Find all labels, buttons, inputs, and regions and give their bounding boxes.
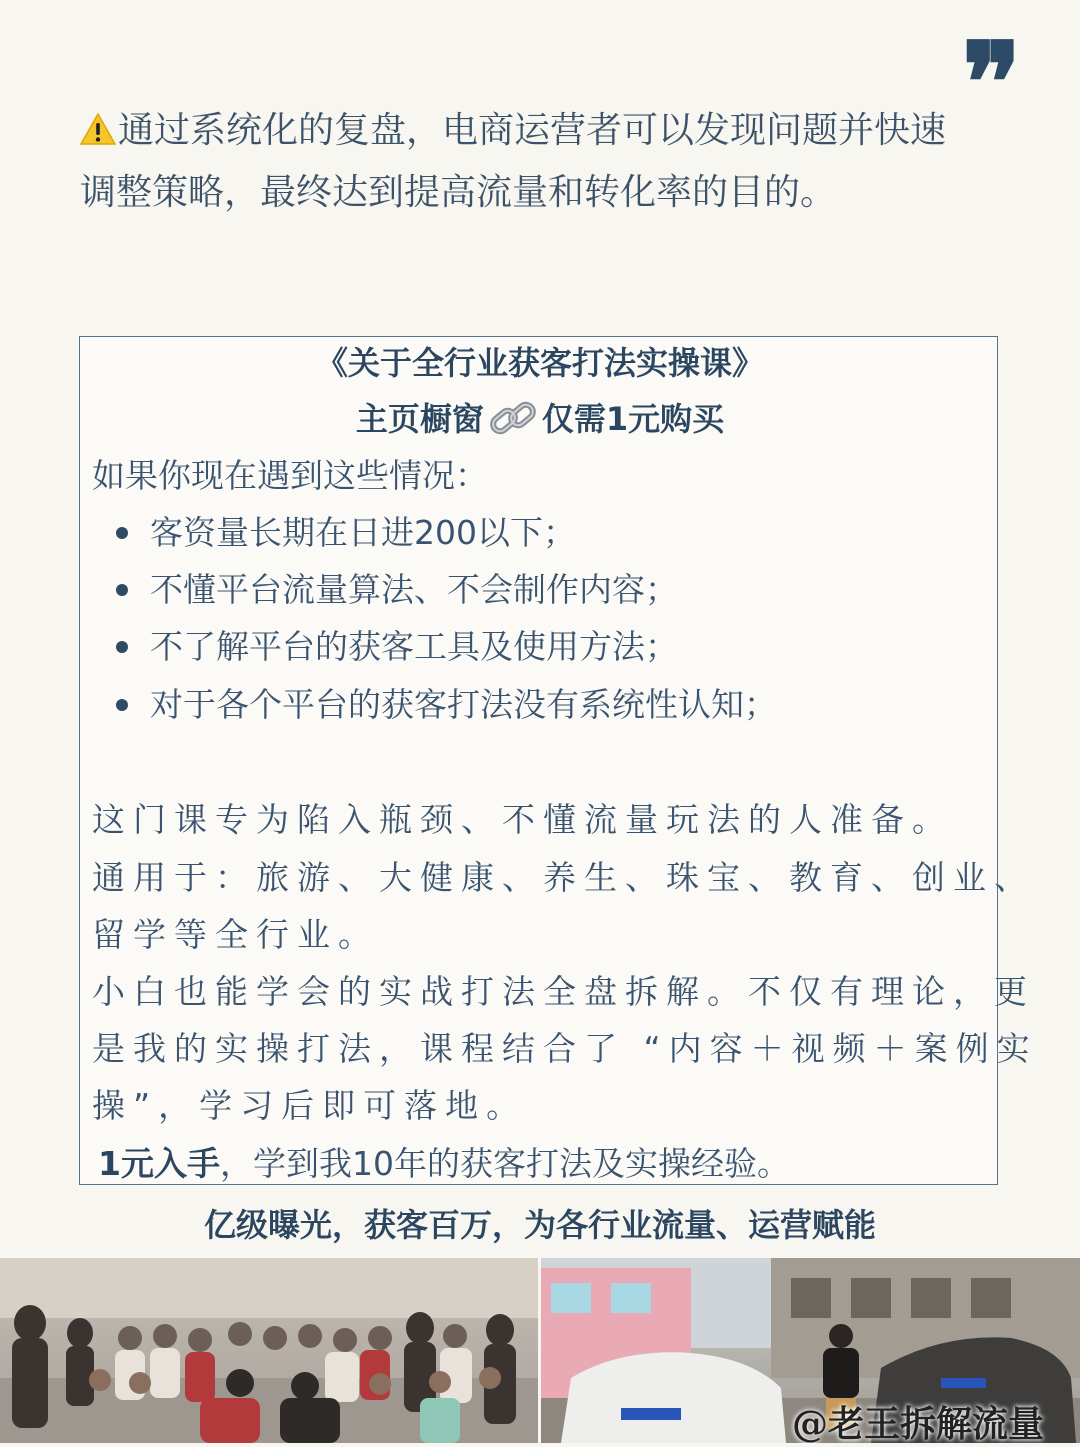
price-rest: ，学到我10年的获客打法及实操经验。 (219, 1144, 790, 1183)
bullet-dot (116, 699, 128, 711)
price-strong: 1元入手 (98, 1144, 220, 1183)
subtitle-left: 主页橱窗 (355, 400, 484, 438)
course-intro-line: 这门课专为陷入瓶颈、不懂流量玩法的人准备。 (92, 800, 953, 839)
bullet-item-2: 不懂平台流量算法、不会制作内容； (150, 570, 678, 609)
bullet-item-3: 不了解平台的获客工具及使用方法； (150, 627, 678, 666)
bullet-dot (116, 641, 128, 653)
group-photo (0, 1258, 538, 1443)
link-icon (486, 396, 540, 440)
warning-icon (80, 112, 116, 146)
industries-line-1: 通用于：旅游、大健康、养生、珠宝、教育、创业、 (92, 858, 1035, 897)
bullet-dot (116, 584, 128, 596)
course-subtitle (0, 394, 1080, 444)
bullet-item-1: 客资量长期在日进200以下； (150, 513, 576, 552)
intro-line-1: 通过系统化的复盘，电商运营者可以发现问题并快速 (118, 110, 947, 151)
course-title: 《关于全行业获客打法实操课》 (315, 344, 764, 382)
practice-line-2: 是我的实操打法，课程结合了 “内容＋视频＋案例实 (92, 1029, 1038, 1068)
bullet-dot (116, 527, 128, 539)
intro-paragraph (80, 100, 1000, 224)
group-photo-image (0, 1258, 538, 1443)
industries-line-2: 留学等全行业。 (92, 915, 379, 954)
slogan: 亿级曝光，获客百万，为各行业流量、运营赋能 (203, 1206, 876, 1244)
price-line (98, 1136, 790, 1192)
practice-line-1: 小白也能学会的实战打法全盘拆解。不仅有理论，更 (92, 972, 1035, 1011)
bullet-item-4: 对于各个平台的获客打法没有系统性认知； (150, 685, 777, 724)
watermark: @老王拆解流量 (792, 1403, 1045, 1445)
intro-line-2: 调整策略，最终达到提高流量和转化率的目的。 (80, 172, 837, 213)
practice-line-3: 操”，学习后即可落地。 (92, 1086, 528, 1125)
quote-mark-icon: ❞ (962, 18, 1004, 147)
subtitle-right: 仅需1元购买 (541, 400, 725, 438)
card-lead: 如果你现在遇到这些情况： (92, 456, 488, 495)
